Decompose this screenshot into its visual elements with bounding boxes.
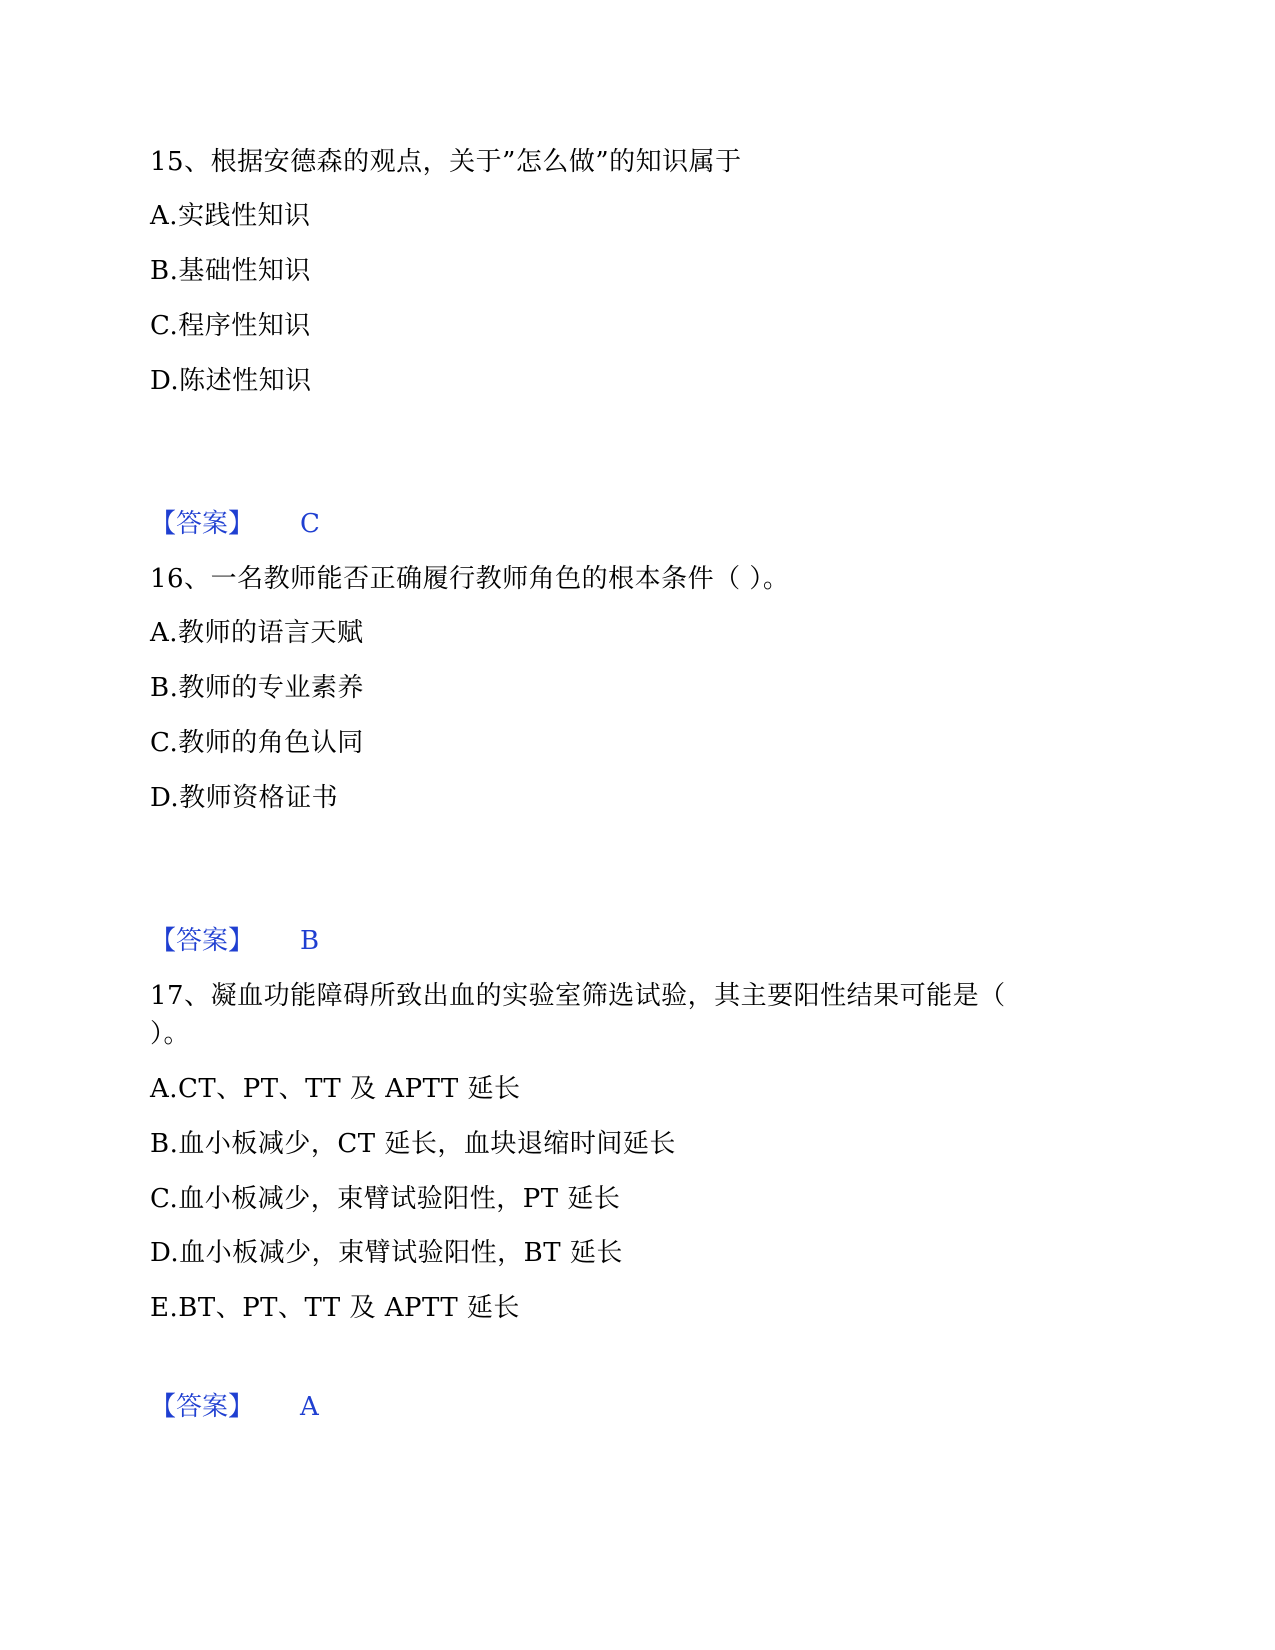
question-15-option-d: D.陈述性知识 [150, 366, 312, 396]
answer-value: C [300, 509, 320, 539]
question-15-option-a: A.实践性知识 [150, 201, 311, 231]
question-17-option-b: B.血小板减少，CT 延长，血块退缩时间延长 [150, 1129, 676, 1159]
question-16-option-d: D.教师资格证书 [150, 783, 339, 813]
question-17-option-d: D.血小板减少，束臂试验阳性，BT 延长 [150, 1238, 623, 1268]
answer-value: B [300, 926, 320, 956]
answer-value: A [300, 1392, 319, 1422]
question-15-answer [150, 509, 320, 539]
answer-label: 【答案】 [150, 509, 255, 539]
question-15-stem: 15、根据安德森的观点，关于”怎么做”的知识属于 [150, 147, 742, 177]
question-16-option-a: A.教师的语言天赋 [150, 618, 364, 648]
question-17-stem-line2: ）。 [150, 1019, 191, 1049]
question-15-option-b: B.基础性知识 [150, 256, 311, 286]
question-15-option-c: C.程序性知识 [150, 311, 311, 341]
question-16-option-c: C.教师的角色认同 [150, 728, 364, 758]
question-17-answer [150, 1392, 319, 1422]
question-17-option-e: E.BT、PT、TT 及 APTT 延长 [150, 1293, 520, 1323]
answer-label: 【答案】 [150, 926, 255, 956]
question-16-stem: 16、一名教师能否正确履行教师角色的根本条件（ ）。 [150, 564, 790, 594]
question-17-option-c: C.血小板减少，束臂试验阳性，PT 延长 [150, 1184, 621, 1214]
question-17-stem-line1: 17、凝血功能障碍所致出血的实验室筛选试验，其主要阳性结果可能是（ [150, 981, 1006, 1011]
question-17-option-a: A.CT、PT、TT 及 APTT 延长 [150, 1074, 521, 1104]
answer-label: 【答案】 [150, 1392, 255, 1422]
question-16-option-b: B.教师的专业素养 [150, 673, 364, 703]
question-16-answer [150, 926, 319, 956]
